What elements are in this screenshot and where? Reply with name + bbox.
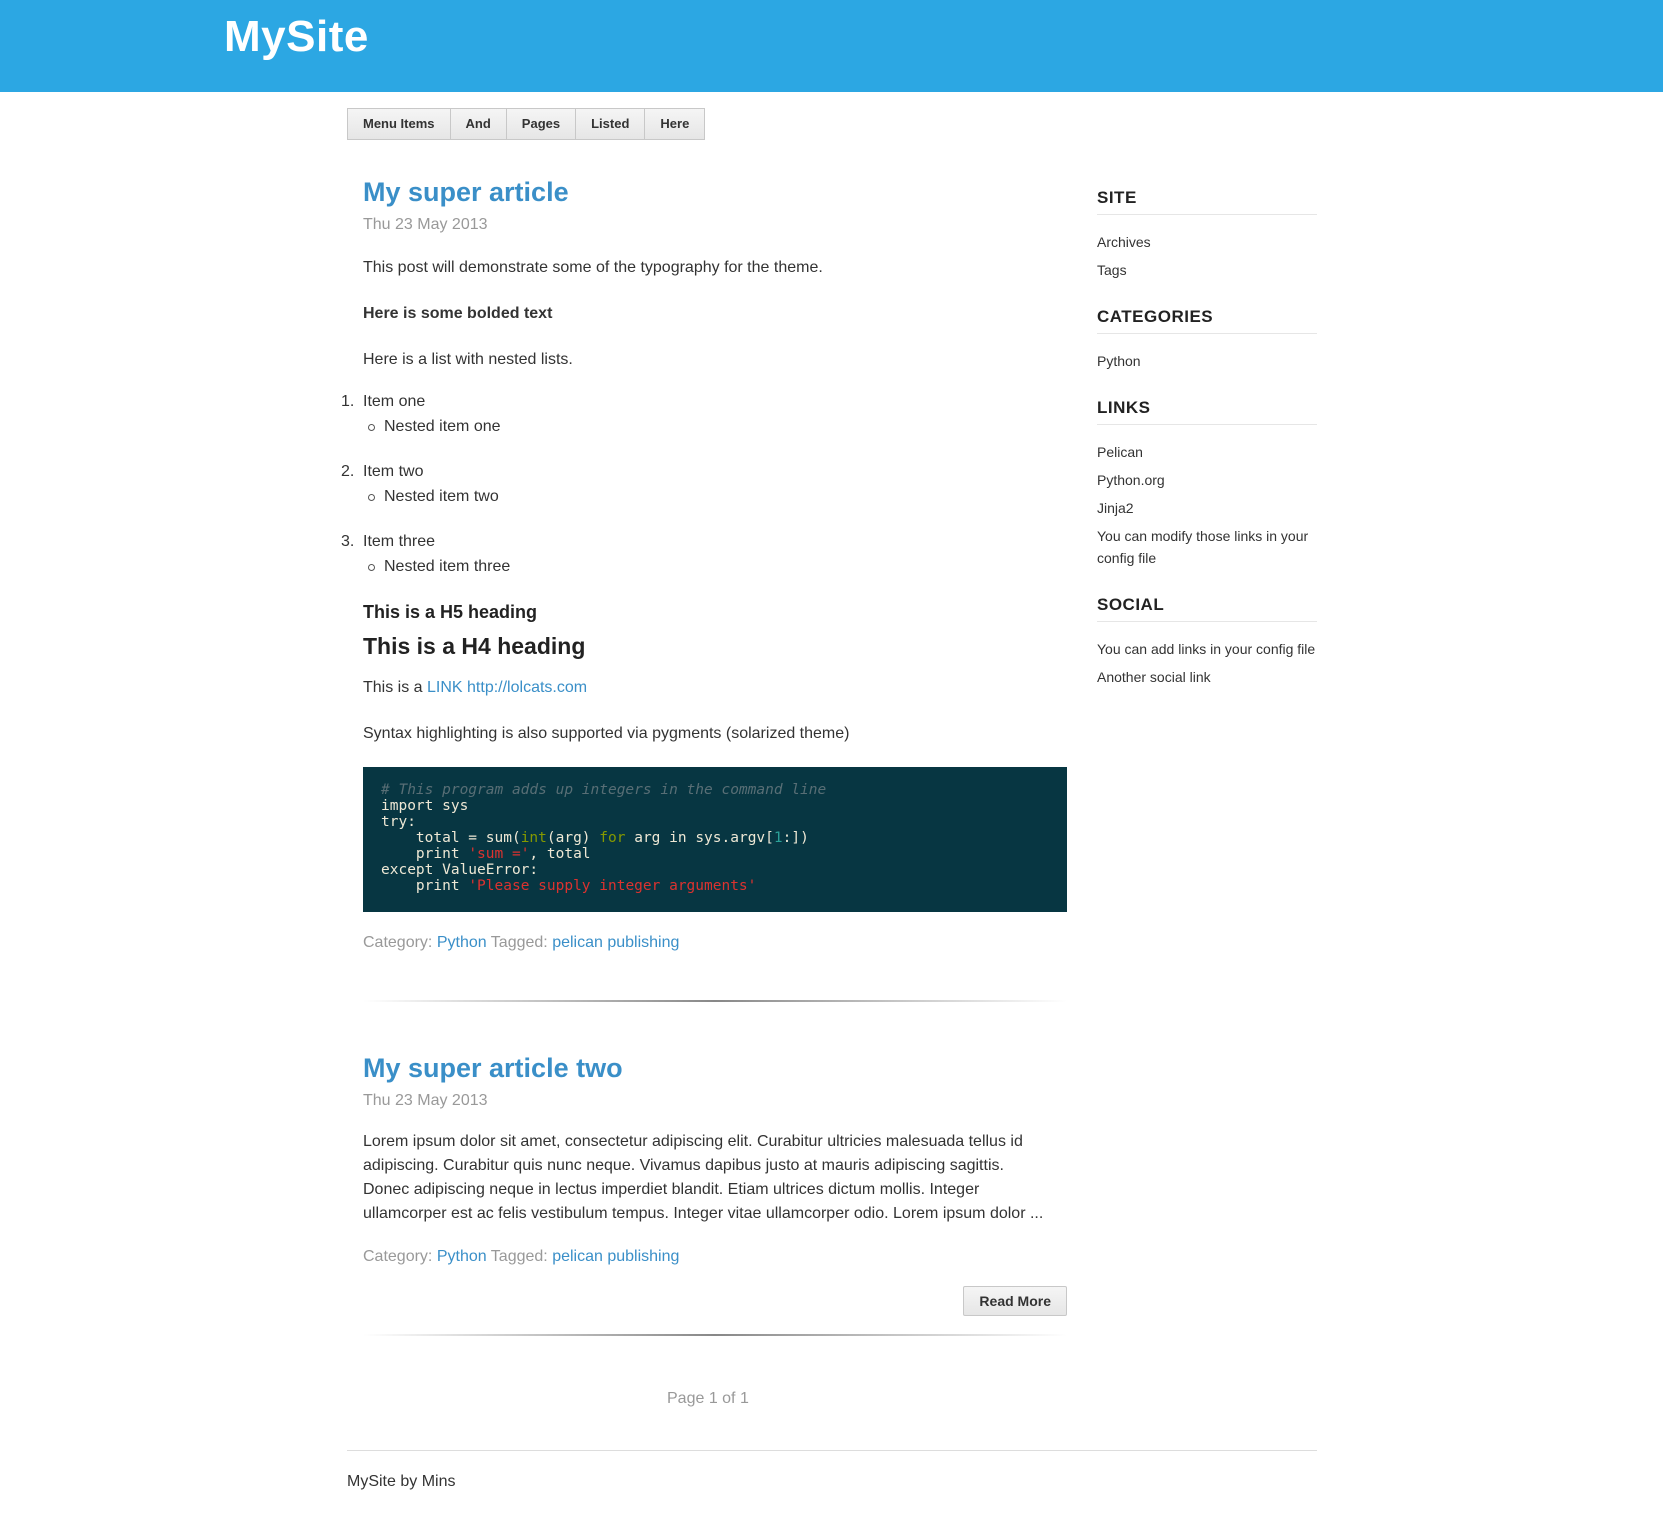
sidebar-section-links [1097,398,1317,569]
nested-list [363,414,1067,440]
article [363,1046,1067,1336]
code-text: print [381,878,469,894]
tag-link[interactable]: pelican publishing [552,1248,680,1265]
list-item [341,460,1067,510]
code-keyword: for [599,830,626,846]
paragraph: Here is a list with nested lists. [363,351,573,368]
article-divider [363,1334,1067,1336]
code-line: try: [381,814,416,830]
pagination: Page 1 of 1 [667,1390,749,1407]
sidebar-section-social [1097,595,1317,688]
paragraph: Syntax highlighting is also supported via pygments (solarized theme) [363,725,850,742]
sidebar-heading: LINKS [1097,398,1317,425]
lolcats-link[interactable]: LINK http://lolcats.com [427,679,588,696]
nav-item-listed[interactable]: Listed [576,109,645,139]
nav-item-here[interactable]: Here [645,109,704,139]
h5-heading: This is a H5 heading [363,602,538,622]
sidebar-link-social-other[interactable]: Another social link [1097,669,1211,685]
article [341,170,1067,1002]
article-excerpt: Lorem ipsum dolor sit amet, consectetur adipiscing elit. Curabitur ultricies malesuada tellus id adipiscing. Curabitur quis nunc neque. Vivamus dapibus justo at mauris adipiscing sagittis. Donec adipiscing neque in lectus imperdiet blandit. Etiam ultrices dictum mollis. Integer ullamcorper est ac felis vestibulum tempus. Integer vitae ullamcorper odio. Lorem ipsum dolor ... [363,1133,1044,1222]
article-title[interactable]: My super article two [363,1053,623,1083]
code-line: import sys [381,798,469,814]
sidebar-section-categories [1097,307,1317,372]
article-date: Thu 23 May 2013 [363,216,488,233]
nav-item-menu-items[interactable]: Menu Items [348,109,451,139]
sidebar-link-pelican[interactable]: Pelican [1097,444,1143,460]
site-title[interactable]: MySite [224,12,369,61]
footer-divider [347,1450,1317,1451]
sidebar-link-python[interactable]: Python [1097,353,1141,369]
category-label: Category: [363,1248,433,1265]
sidebar-link-tags[interactable]: Tags [1097,262,1127,278]
main-nav [347,108,705,140]
article-meta [363,1248,1067,1266]
nested-list-item: Nested item three [384,554,1067,580]
bold-text: Here is some bolded text [363,305,553,322]
list-item-text: Item one [363,393,426,410]
list-number: 2. [341,463,355,480]
site-header [0,0,1663,92]
link-prefix: This is a [363,679,428,696]
code-text: print [381,846,469,862]
category-label: Category: [363,934,433,951]
code-text: :]) [782,830,809,846]
code-string: 'Please supply integer arguments' [468,878,757,894]
sidebar-list [1097,231,1317,281]
sidebar-list [1097,638,1317,688]
code-line: except ValueError: [381,862,539,878]
sidebar-link-social-config[interactable]: You can add links in your config file [1097,641,1316,657]
sidebar-link-python-org[interactable]: Python.org [1097,472,1165,488]
h4-heading: This is a H4 heading [363,633,586,659]
nested-list [363,484,1067,510]
article-title[interactable]: My super article [363,177,569,207]
sidebar-heading: SITE [1097,188,1317,215]
category-link[interactable]: Python [436,934,487,951]
code-text: , total [529,846,591,862]
nested-list-item: Nested item one [384,414,1067,440]
sidebar-list [1097,441,1317,569]
sidebar [1097,188,1317,714]
sidebar-list [1097,350,1317,372]
tagged-label: Tagged: [490,1248,548,1265]
link-paragraph [363,676,1067,700]
sidebar-link-config-note[interactable]: You can modify those links in your config file [1097,528,1309,566]
nested-list-item: Nested item two [384,484,1067,510]
nav-item-pages[interactable]: Pages [507,109,576,139]
nav-item-and[interactable]: And [451,109,507,139]
footer-text: MySite by Mins [347,1473,456,1490]
list-item [341,530,1067,580]
sidebar-link-jinja2[interactable]: Jinja2 [1097,500,1134,516]
list-item-text: Item three [363,533,436,550]
list-number: 1. [341,393,355,410]
main-content [341,170,1067,1336]
code-text: (arg) [546,830,600,846]
tag-link[interactable]: pelican publishing [552,934,680,951]
paragraph: This post will demonstrate some of the typography for the theme. [363,259,823,276]
article-date: Thu 23 May 2013 [363,1092,488,1109]
list-number: 3. [341,533,355,550]
sidebar-link-archives[interactable]: Archives [1097,234,1151,250]
code-number: 1 [773,830,783,846]
code-text: total = sum( [381,830,521,846]
sidebar-section-site [1097,188,1317,281]
list-item-text: Item two [363,463,424,480]
category-link[interactable]: Python [436,1248,487,1265]
nested-list [363,554,1067,580]
code-builtin: int [520,830,547,846]
read-more-row [363,1286,1067,1318]
tagged-label: Tagged: [490,934,548,951]
read-more-button[interactable]: Read More [963,1286,1067,1316]
code-string: 'sum =' [468,846,530,862]
code-text: arg in sys.argv[ [625,830,774,846]
code-comment: # This program adds up integers in the command line [381,782,827,798]
article-divider [363,1000,1067,1002]
code-block [363,767,1067,912]
ordered-list [341,390,1067,580]
sidebar-heading: CATEGORIES [1097,307,1317,334]
list-item [341,390,1067,440]
article-meta [363,934,1067,952]
sidebar-heading: SOCIAL [1097,595,1317,622]
